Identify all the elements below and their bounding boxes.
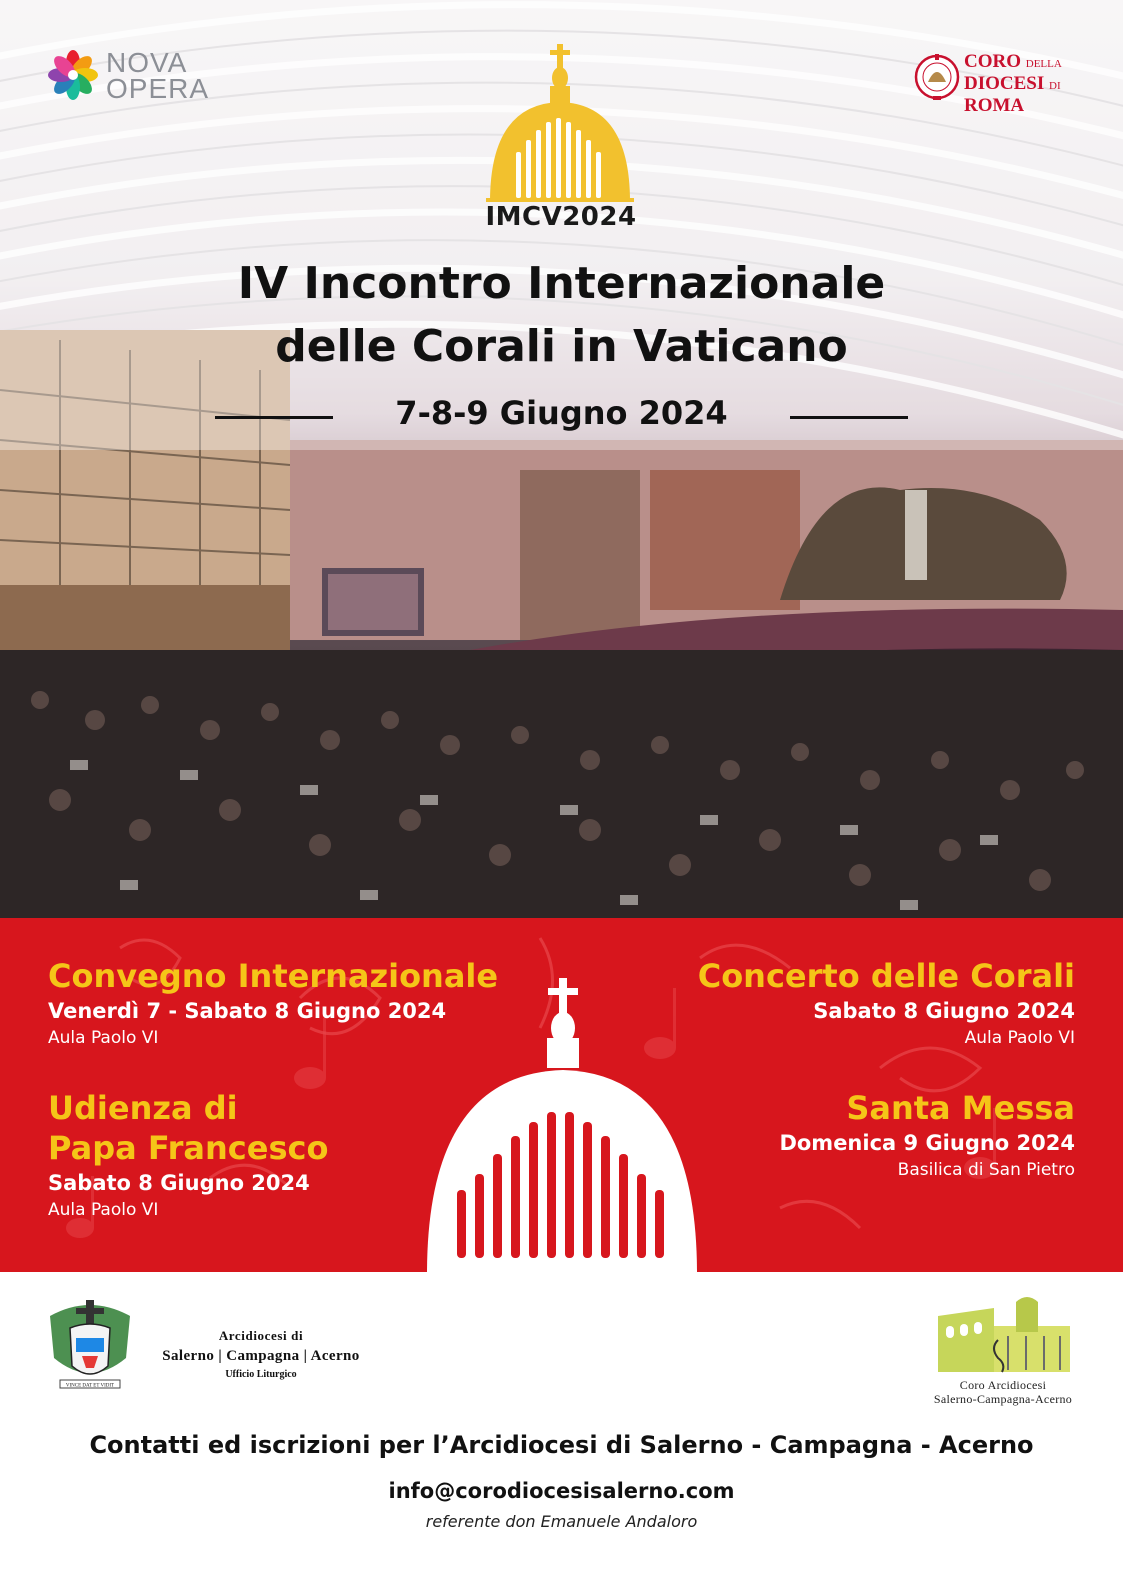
event-udienza-place: Aula Paolo VI bbox=[48, 1200, 159, 1220]
divider-right bbox=[790, 416, 908, 419]
event-concerto-title: Concerto delle Corali bbox=[697, 957, 1075, 995]
coro-salerno-line1: Coro Arcidiocesi bbox=[959, 1378, 1047, 1392]
event-udienza-title-1: Udienza di bbox=[48, 1089, 238, 1127]
contact-referent: referente don Emanuele Andaloro bbox=[425, 1512, 698, 1531]
coro-roma-line2: DIOCESI bbox=[964, 73, 1045, 94]
event-udienza-date: Sabato 8 Giugno 2024 bbox=[48, 1171, 310, 1195]
coro-roma-wordmark bbox=[964, 52, 1062, 116]
coro-salerno-logo-icon bbox=[934, 1296, 1074, 1374]
event-convegno-date: Venerdì 7 - Sabato 8 Giugno 2024 bbox=[48, 999, 447, 1023]
page-title bbox=[100, 252, 1023, 378]
archdiocese-line3: Ufficio Liturgico bbox=[225, 1369, 297, 1380]
archdiocese-line2: Salerno | Campagna | Acerno bbox=[162, 1348, 360, 1364]
event-messa bbox=[700, 1088, 1075, 1182]
nova-opera-wordmark: NOVA OPERA bbox=[106, 47, 210, 104]
event-udienza bbox=[48, 1088, 428, 1222]
event-convegno-title: Convegno Internazionale bbox=[48, 957, 499, 995]
event-messa-place: Basilica di San Pietro bbox=[897, 1160, 1075, 1180]
event-convegno-place: Aula Paolo VI bbox=[48, 1028, 159, 1048]
coro-roma-line1: CORO bbox=[964, 51, 1021, 72]
coro-roma-line2-small: DI bbox=[1049, 80, 1061, 92]
event-dates-row bbox=[215, 394, 908, 438]
title-line-1: IV Incontro Internazionale bbox=[237, 258, 886, 309]
coro-salerno-line2: Salerno-Campagna-Acerno bbox=[933, 1392, 1073, 1406]
contact-heading: Contatti ed iscrizioni per l’Arcidiocesi di Salerno - Campagna - Acerno bbox=[89, 1431, 1034, 1459]
imcv-label: IMCV2024 bbox=[485, 202, 637, 232]
crest-motto: VINCE DAT ET VIDIT bbox=[65, 1383, 115, 1389]
event-udienza-title-2: Papa Francesco bbox=[48, 1129, 329, 1167]
event-messa-title: Santa Messa bbox=[846, 1089, 1075, 1127]
contact-email[interactable]: info@corodiocesisalerno.com bbox=[388, 1479, 735, 1503]
divider-left bbox=[215, 416, 333, 419]
archdiocese-crest-icon bbox=[46, 1298, 134, 1394]
coro-salerno-wordmark bbox=[900, 1378, 1106, 1406]
archdiocese-line1: Arcidiocesi di bbox=[218, 1328, 304, 1343]
event-concerto-place: Aula Paolo VI bbox=[964, 1028, 1075, 1048]
coro-roma-line3: ROMA bbox=[964, 95, 1025, 116]
coro-roma-seal-icon bbox=[914, 46, 960, 108]
white-dome-icon bbox=[427, 978, 697, 1274]
event-concerto-date: Sabato 8 Giugno 2024 bbox=[813, 999, 1075, 1023]
coro-roma-line1-small: DELLA bbox=[1025, 58, 1062, 70]
event-messa-date: Domenica 9 Giugno 2024 bbox=[779, 1131, 1075, 1155]
title-line-2: delle Corali in Vaticano bbox=[275, 321, 848, 372]
nova-opera-flower-icon bbox=[44, 46, 102, 104]
event-dates: 7-8-9 Giugno 2024 bbox=[395, 394, 728, 432]
archdiocese-wordmark bbox=[146, 1328, 376, 1380]
nova-opera-logo bbox=[44, 46, 224, 108]
coro-diocesi-roma-logo bbox=[914, 46, 1094, 118]
